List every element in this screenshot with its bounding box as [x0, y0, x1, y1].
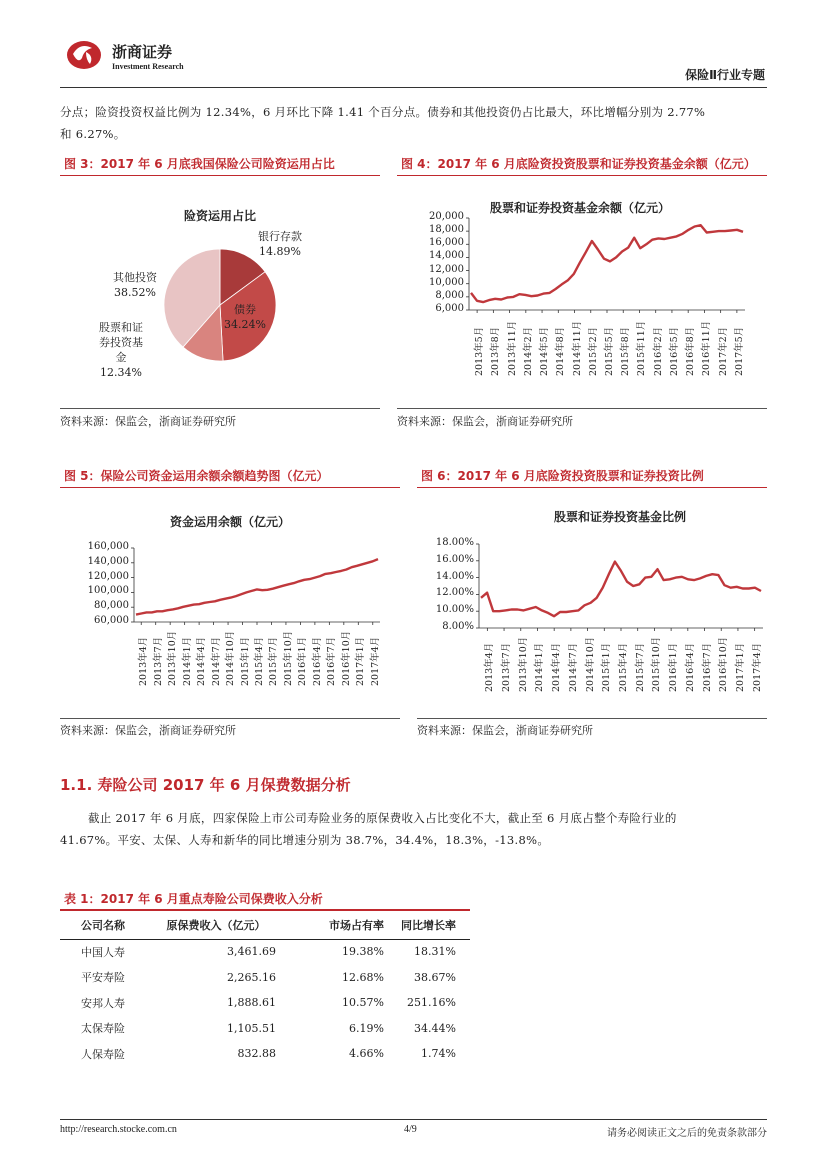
- fig3-label-bond: [224, 302, 266, 332]
- x-tick-label: 2013年7月: [501, 642, 513, 692]
- y-tick-label: 160,000: [87, 541, 129, 552]
- x-tick-label: 2015年7月: [634, 642, 646, 692]
- table1-cell-premium: 832.88: [237, 1047, 276, 1061]
- y-tick-label: 16.00%: [435, 553, 474, 565]
- fig3-source: 资料来源：保监会，浙商证券研究所: [60, 415, 236, 428]
- y-tick-label: 6,000: [435, 303, 464, 314]
- table1-cell-premium: 2,265.16: [227, 970, 276, 984]
- fig5-caption: 图 5：保险公司资金运用余额余额趋势图（亿元）: [64, 469, 329, 483]
- y-tick-label: 8.00%: [442, 621, 474, 632]
- x-tick-label: 2017年5月: [733, 326, 745, 376]
- y-tick-label: 18.00%: [435, 537, 474, 548]
- fig3-label-bank: [258, 229, 302, 259]
- y-tick-label: 12.00%: [435, 587, 474, 599]
- y-tick-label: 18,000: [429, 224, 464, 236]
- fig5-source: 资料来源：保监会，浙商证券研究所: [60, 724, 236, 737]
- fig6-line-chart: [417, 530, 767, 715]
- fig4-source-rule: [397, 408, 767, 409]
- fig4-line-chart: [397, 200, 767, 400]
- x-tick-label: 2016年10月: [718, 636, 730, 692]
- fig3-label-bank-name: 银行存款: [258, 230, 302, 243]
- fig3-label-other: [113, 270, 157, 300]
- x-tick-label: 2016年7月: [701, 642, 713, 692]
- section-para-2: 41.67%。平安、太保、人寿和新华的同比增速分别为 38.7%，34.4%，18.3%，-13.8%。: [60, 833, 550, 847]
- x-tick-label: 2014年7月: [567, 642, 579, 692]
- fig3-pie-chart: [150, 240, 290, 370]
- x-tick-label: 2014年4月: [196, 636, 208, 686]
- table1-cell-share: 4.66%: [349, 1047, 384, 1061]
- x-tick-label: 2016年4月: [684, 642, 696, 692]
- x-tick-label: 2015年11月: [636, 320, 648, 376]
- fig6-caption-bar: [417, 463, 767, 488]
- logo-text-en: Investment Research: [112, 62, 184, 71]
- table-row: [60, 965, 470, 991]
- table1-header-growth: 同比增长率: [401, 919, 456, 932]
- table1-cell-share: 10.57%: [342, 996, 384, 1010]
- x-tick-label: 2017年2月: [717, 326, 729, 376]
- table1-header-premium: 原保费收入（亿元）: [166, 919, 266, 932]
- fig4-caption-bar: [397, 151, 767, 176]
- table1-header-row: [60, 911, 470, 939]
- fig3-label-stock: [93, 320, 149, 380]
- fig6-caption: 图 6：2017 年 6 月底险资投资股票和证券投资比例: [421, 469, 704, 483]
- x-tick-label: 2016年10月: [340, 630, 352, 686]
- x-tick-label: 2014年10月: [225, 630, 237, 686]
- series-line-0: [471, 225, 743, 302]
- table1-cell-growth: 251.16%: [407, 996, 456, 1010]
- table1-cell-company: 平安寿险: [81, 971, 125, 985]
- x-tick-label: 2014年8月: [555, 326, 567, 376]
- y-tick-label: 8,000: [435, 289, 464, 301]
- x-tick-label: 2014年7月: [210, 636, 222, 686]
- intro-line-2: 和 6.27%。: [60, 127, 126, 141]
- x-tick-label: 2013年7月: [152, 636, 164, 686]
- footer-disclaimer: 请务必阅读正文之后的免责条款部分: [607, 1128, 767, 1139]
- table1-cell-growth: 18.31%: [414, 945, 456, 959]
- table1-cell-share: 19.38%: [342, 945, 384, 959]
- x-tick-label: 2015年4月: [618, 642, 629, 692]
- fig3-label-other-value: 38.52%: [114, 286, 156, 299]
- y-tick-label: 100,000: [87, 585, 129, 597]
- y-tick-label: 80,000: [94, 600, 129, 612]
- series-line-0: [481, 562, 761, 617]
- table1-cell-company: 太保寿险: [81, 1022, 125, 1036]
- y-tick-label: 140,000: [87, 555, 129, 567]
- table1-cell-growth: 1.74%: [421, 1047, 456, 1061]
- x-tick-label: 2017年1月: [734, 642, 746, 692]
- fig3-caption: 图 3：2017 年 6 月底我国保险公司险资运用占比: [64, 157, 335, 171]
- fig3-chart-title: 险资运用占比: [183, 209, 256, 223]
- table1-cell-share: 6.19%: [349, 1021, 384, 1035]
- x-tick-label: 2016年7月: [326, 636, 338, 686]
- intro-line-1: 分点；险资投资权益比例为 12.34%，6 月环比下降 1.41 个百分点。债券和其他投资仍占比最大，环比增幅分别为 2.77%: [60, 105, 706, 119]
- table1-cell-premium: 1,888.61: [227, 996, 276, 1010]
- x-tick-label: 2016年11月: [701, 320, 713, 376]
- x-tick-label: 2013年10月: [517, 636, 529, 692]
- x-tick-label: 2015年1月: [601, 642, 613, 692]
- y-tick-label: 12,000: [429, 263, 464, 275]
- x-tick-label: 2014年1月: [181, 636, 193, 686]
- fig5-line-chart: [60, 530, 400, 715]
- report-type: 保险Ⅱ行业专题: [685, 68, 765, 82]
- x-tick-label: 2014年5月: [539, 326, 551, 376]
- x-tick-label: 2015年10月: [651, 636, 663, 692]
- table1: [60, 911, 470, 1067]
- table1-cell-premium: 3,461.69: [227, 945, 276, 959]
- table1-cell-company: 安邦人寿: [81, 996, 125, 1010]
- table1-header-rule: [60, 939, 470, 940]
- x-tick-label: 2013年11月: [506, 320, 518, 376]
- y-tick-label: 14.00%: [435, 570, 474, 582]
- logo-text-cn: 浙商证券: [112, 43, 173, 61]
- fig4-source: 资料来源：保监会，浙商证券研究所: [397, 415, 573, 428]
- x-tick-label: 2015年5月: [604, 326, 615, 376]
- x-tick-label: 2015年7月: [268, 636, 280, 686]
- table1-header-company: 公司名称: [81, 919, 125, 932]
- x-tick-label: 2014年11月: [571, 320, 583, 376]
- table1-caption-bar: [60, 886, 470, 910]
- section-para-1: 截止 2017 年 6 月底，四家保险上市公司寿险业务的原保费收入占比变化不大，截止至 6 月底占整个寿险行业的: [88, 811, 677, 825]
- x-tick-label: 2016年2月: [652, 326, 664, 376]
- header-rule: [60, 87, 767, 88]
- fig5-chart-title: 资金运用余额（亿元）: [169, 515, 290, 529]
- fig3-label-stock-value: 12.34%: [100, 366, 142, 379]
- table-row: [60, 939, 470, 965]
- x-tick-label: 2015年10月: [282, 630, 294, 686]
- fig3-caption-bar: [60, 151, 380, 176]
- y-tick-label: 10.00%: [435, 604, 474, 616]
- footer-page-number: 4/9: [404, 1124, 417, 1135]
- logo-icon: [64, 38, 104, 72]
- table1-cell-growth: 34.44%: [414, 1021, 456, 1035]
- fig3-label-stock-line2: 券投资基: [99, 336, 143, 349]
- x-tick-label: 2014年4月: [551, 642, 563, 692]
- x-tick-label: 2016年5月: [668, 326, 680, 376]
- section-heading: 1.1. 寿险公司 2017 年 6 月保费数据分析: [60, 776, 351, 794]
- table1-cell-company: 人保寿险: [81, 1047, 125, 1061]
- table1-caption: 表 1：2017 年 6 月重点寿险公司保费收入分析: [64, 892, 323, 906]
- fig6-source: 资料来源：保监会，浙商证券研究所: [417, 724, 593, 737]
- fig3-label-other-name: 其他投资: [113, 271, 157, 284]
- table-row: [60, 990, 470, 1016]
- footer-url[interactable]: http://research.stocke.com.cn: [60, 1124, 177, 1135]
- y-tick-label: 20,000: [429, 211, 464, 222]
- x-tick-label: 2016年1月: [668, 642, 680, 692]
- x-tick-label: 2014年10月: [584, 636, 596, 692]
- y-tick-label: 10,000: [429, 276, 464, 288]
- x-tick-label: 2017年1月: [355, 636, 367, 686]
- x-tick-label: 2016年4月: [311, 636, 323, 686]
- table-row: [60, 1016, 470, 1042]
- x-tick-label: 2017年4月: [369, 636, 381, 686]
- header: [0, 0, 827, 90]
- x-tick-label: 2017年4月: [751, 642, 763, 692]
- x-tick-label: 2015年8月: [620, 326, 632, 376]
- fig4-chart-title: 股票和证券投资基金余额（亿元）: [489, 201, 670, 215]
- x-tick-label: 2013年10月: [167, 630, 179, 686]
- fig6-chart-title: 股票和证券投资基金比例: [553, 510, 686, 524]
- table1-cell-growth: 38.67%: [414, 970, 456, 984]
- y-tick-label: 60,000: [94, 615, 129, 626]
- x-tick-label: 2015年1月: [239, 636, 251, 686]
- x-tick-label: 2013年4月: [484, 642, 496, 692]
- x-tick-label: 2016年1月: [297, 636, 309, 686]
- y-tick-label: 120,000: [87, 570, 129, 582]
- fig5-caption-bar: [60, 463, 400, 488]
- fig3-label-bond-name: 债券: [233, 303, 256, 316]
- x-tick-label: 2015年2月: [587, 326, 599, 376]
- table1-cell-premium: 1,105.51: [227, 1021, 276, 1035]
- x-tick-label: 2016年8月: [685, 326, 697, 376]
- y-tick-label: 14,000: [429, 250, 464, 262]
- series-line-0: [136, 559, 378, 615]
- table1-cell-company: 中国人寿: [81, 945, 125, 959]
- x-tick-label: 2015年4月: [254, 636, 265, 686]
- table1-header-share: 市场占有率: [329, 919, 384, 932]
- table-row: [60, 1041, 470, 1067]
- fig3-label-stock-line3: 金: [115, 351, 127, 364]
- fig4-caption: 图 4：2017 年 6 月底险资投资股票和证券投资基金余额（亿元）: [401, 157, 756, 171]
- fig3-source-rule: [60, 408, 380, 409]
- x-tick-label: 2014年2月: [522, 326, 534, 376]
- x-tick-label: 2014年1月: [534, 642, 546, 692]
- y-tick-label: 16,000: [429, 237, 464, 249]
- table1-cell-share: 12.68%: [342, 970, 384, 984]
- fig5-source-rule: [60, 718, 400, 719]
- x-tick-label: 2013年8月: [490, 326, 502, 376]
- fig3-label-bank-value: 14.89%: [259, 245, 301, 258]
- x-tick-label: 2013年5月: [474, 326, 486, 376]
- x-tick-label: 2013年4月: [138, 636, 150, 686]
- fig6-source-rule: [417, 718, 767, 719]
- fig3-label-bond-value: 34.24%: [224, 318, 266, 331]
- fig3-label-stock-line1: 股票和证: [99, 321, 143, 334]
- footer-rule: [60, 1119, 767, 1120]
